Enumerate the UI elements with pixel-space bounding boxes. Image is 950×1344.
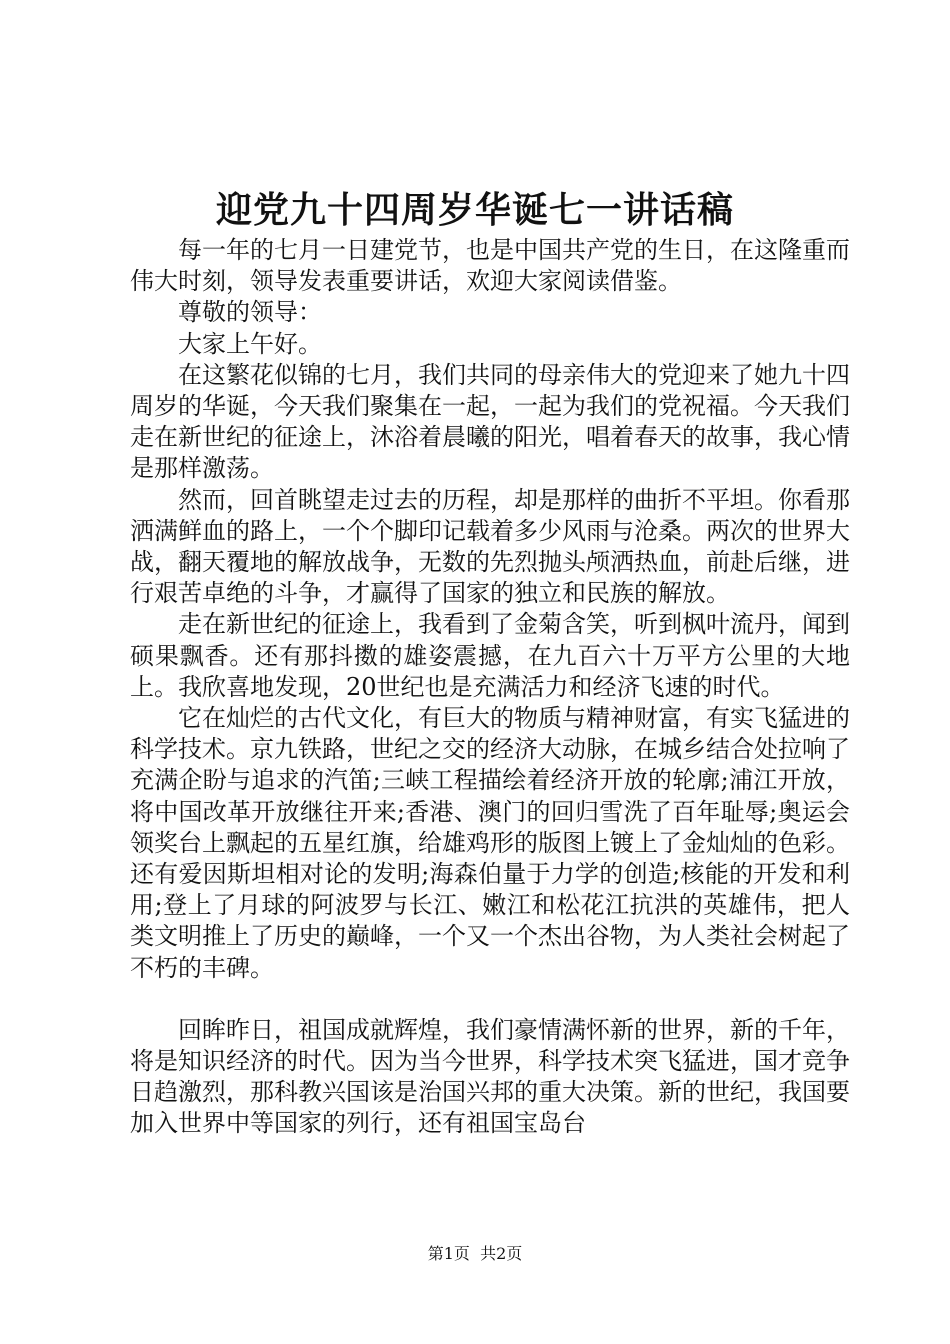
paragraph-salutation: 尊敬的领导： bbox=[178, 298, 322, 327]
page-total: 共2页 bbox=[480, 1244, 523, 1263]
paragraph-greeting: 大家上午好。 bbox=[178, 329, 322, 358]
paragraph-achievements: 它在灿烂的古代文化，有巨大的物质与精神财富，有实飞猛进的科学技术。京九铁路，世纪之交的经济大动脉，在城乡结合处拉响了充满企盼与追求的汽笛;三峡工程描绘着经济开放的轮廓;浦江开放，将中国改革开放继往开来;香港、澳门的回归雪洗了百年耻辱;奥运会领奖台上飘起的五星红旗，给雄鸡形的版图上镀上了金灿灿的色彩。还有爱因斯坦相对论的发明;海森伯量于力学的创造;核能的开发和利用;登上了月球的阿波罗与长江、嫩江和松花江抗洪的英雄伟，把人类文明推上了历史的巅峰，一个又一个杰出谷物，为人类社会树起了不朽的丰碑。 bbox=[130, 704, 850, 982]
document-title: 迎党九十四周岁华诞七一讲话稿 bbox=[215, 189, 734, 231]
paragraph-history: 然而，回首眺望走过去的历程，却是那样的曲折不平坦。你看那洒满鲜血的路上，一个个脚印记载着多少风雨与沧桑。两次的世界大战，翻天覆地的解放战争，无数的先烈抛头颅洒热血，前赴后继，进行艰苦卓绝的斗争，才赢得了国家的独立和民族的解放。 bbox=[130, 485, 850, 608]
page-footer bbox=[0, 1244, 950, 1264]
paragraph-new-century: 走在新世纪的征途上，我看到了金菊含笑，听到枫叶流丹，闻到硕果飘香。还有那抖擞的雄姿震撼，在九百六十万平方公里的大地上。我欣喜地发现，20世纪也是充满活力和经济飞速的时代。 bbox=[130, 610, 850, 701]
document-body bbox=[130, 235, 850, 1140]
paragraph-future: 回眸昨日，祖国成就辉煌，我们豪情满怀新的世界，新的千年，将是知识经济的时代。因为当今世界，科学技术突飞猛进，国才竞争日趋激烈，那科教兴国该是治国兴邦的重大决策。新的世纪，我国要加入世界中等国家的列行，还有祖国宝岛台 bbox=[130, 1015, 850, 1138]
paragraph-july: 在这繁花似锦的七月，我们共同的母亲伟大的党迎来了她九十四周岁的华诞，今天我们聚集在一起，一起为我们的党祝福。今天我们走在新世纪的征途上，沐浴着晨曦的阳光，唱着春天的故事，我心情是那样激荡。 bbox=[130, 360, 850, 483]
paragraph-intro: 每一年的七月一日建党节，也是中国共产党的生日，在这隆重而伟大时刻，领导发表重要讲话，欢迎大家阅读借鉴。 bbox=[130, 236, 850, 296]
page-number: 第1页 bbox=[427, 1244, 470, 1263]
